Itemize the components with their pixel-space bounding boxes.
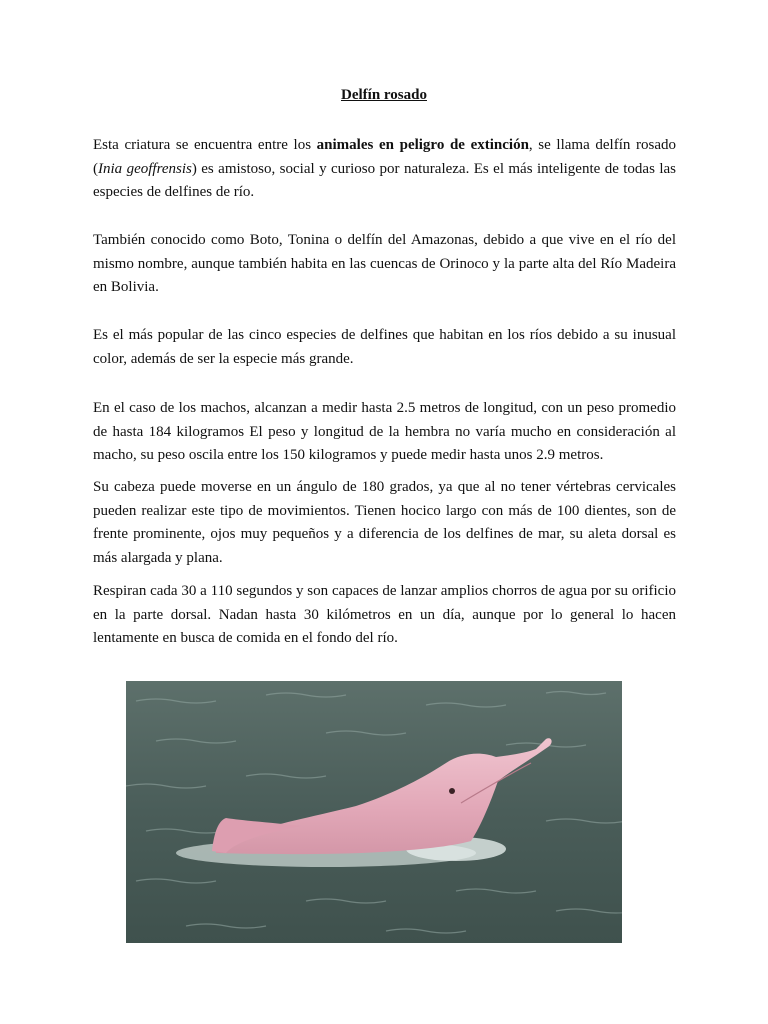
paragraph-5: Su cabeza puede moverse en un ángulo de 180 grados, ya que al no tener vértebras cervicales pueden realizar este tipo de movimientos. Tienen hocico largo con más de 100 dientes, son de frente prominente, ojos muy pequeños y a diferencia de los delfines de mar, su aleta dorsal es más alargada y plana. — [93, 479, 676, 566]
p1-bold-phrase: animales en peligro de extinción — [316, 137, 529, 153]
paragraph-6: Respiran cada 30 a 110 segundos y son capaces de lanzar amplios chorros de agua por su orificio en la parte dorsal. Nadan hasta 30 kilómetros en un día, aunque por lo general lo hacen lentamente en busca de comida en el fondo del río. — [93, 583, 676, 646]
paragraph-3: Es el más popular de las cinco especies de delfines que habitan en los ríos debido a su inusual color, además de ser la especie más grande. — [93, 327, 676, 367]
page-title: Delfín rosado — [341, 87, 427, 103]
p1-text-c: , se llama delfín rosado ( — [93, 137, 676, 177]
paragraph-4: En el caso de los machos, alcanzan a medir hasta 2.5 metros de longitud, con un peso promedio de hasta 184 kilogramos El peso y longitud de la hembra no varía mucho en consideración al macho, su peso oscila entre los 150 kilogramos y puede medir hasta unos 2.9 metros. — [93, 400, 676, 463]
p1-scientific-name: Inia geoffrensis — [98, 160, 192, 177]
paragraph-1 — [93, 134, 676, 205]
paragraph-2: También conocido como Boto, Tonina o delfín del Amazonas, debido a que vive en el río del mismo nombre, aunque también habita en las cuencas de Orinoco y la parte alta del Río Madeira en Bolivia. — [93, 232, 676, 295]
dolphin-illustration — [126, 681, 622, 943]
dolphin-photo — [126, 681, 622, 943]
p1-text-a: Esta criatura se encuentra entre los — [93, 137, 317, 153]
p1-text-e: ) es amistoso, social y curioso por naturaleza. Es el más inteligente de todas las especies de delfines de río. — [93, 160, 677, 200]
